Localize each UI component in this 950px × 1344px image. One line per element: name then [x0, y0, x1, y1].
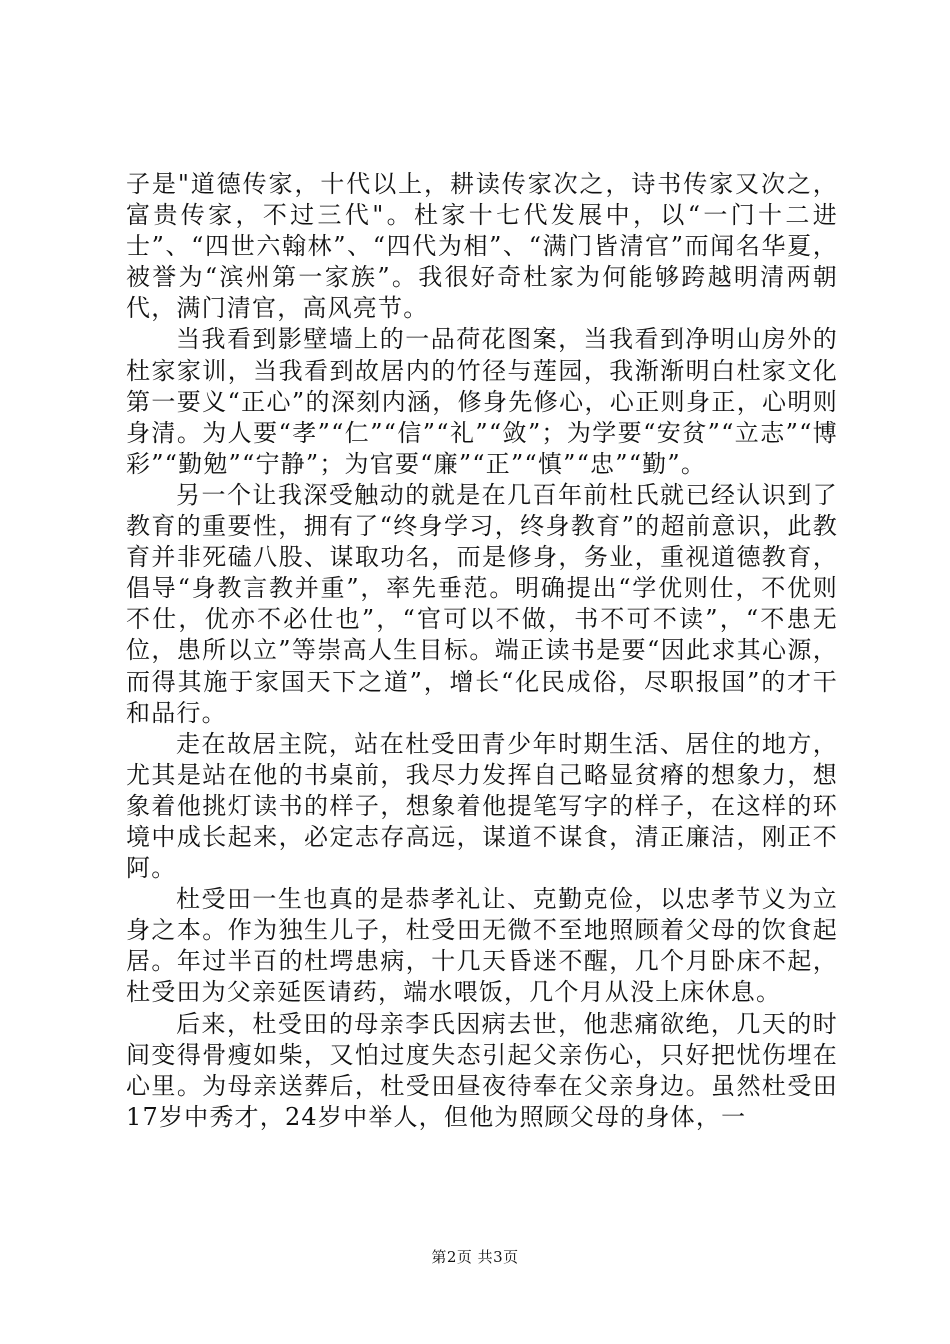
paragraph-6: 后来，杜受田的母亲李氏因病去世，他悲痛欲绝，几天的时间变得骨瘦如柴，又怕过度失态引起父亲伤心，只好把忧伤埋在心里。为母亲送葬后，杜受田昼夜待奉在父亲身边。虽然杜受田17岁中秀才，24岁中举人，但他为照顾父母的身体，一 — [126, 1009, 838, 1131]
paragraph-3: 另一个让我深受触动的就是在几百年前杜氏就已经认识到了教育的重要性，拥有了“终身学习，终身教育”的超前意识，此教育并非死磕八股、谋取功名，而是修身，务业，重视道德教育，倡导“身教言教并重”，率先垂范。明确提出“学优则仕，不优则不仕，优亦不必仕也”，“官可以不做，书不可不读”，“不患无位，患所以立”等崇高人生目标。端正读书是要“因此求其心源，而得其施于家国天下之道”，增长“化民成俗，尽职报国”的才干和品行。 — [126, 480, 838, 727]
page-number-footer: 第2页 共3页 — [431, 1248, 519, 1266]
paragraph-1: 子是"道德传家，十代以上，耕读传家次之，诗书传家又次之，富贵传家，不过三代"。杜家十七代发展中，以“一门十二进士”、“四世六翰林”、“四代为相”、“满门皆清官”而闻名华夏，被誉为“滨州第一家族”。我很好奇杜家为何能够跨越明清两朝代，满门清官，高风亮节。 — [126, 170, 838, 323]
paragraph-5: 杜受田一生也真的是恭孝礼让、克勤克俭，以忠孝节义为立身之本。作为独生儿子，杜受田无微不至地照顾着父母的饮食起居。年过半百的杜堮患病，十几天昏迷不醒，几个月卧床不起，杜受田为父亲延医请药，端水喂饭，几个月从没上床休息。 — [126, 885, 838, 1007]
document-body — [126, 169, 838, 1133]
paragraph-2: 当我看到影壁墙上的一品荷花图案，当我看到净明山房外的杜家家训，当我看到故居内的竹径与莲园，我渐渐明白杜家文化第一要义“正心”的深刻内涵，修身先修心，心正则身正，心明则身清。为人要“孝”“仁”“信”“礼”“敛”；为学要“安贫”“立志”“博彩”“勤勉”“宁静”；为官要“廉”“正”“慎”“忠”“勤”。 — [126, 325, 838, 478]
paragraph-4: 走在故居主院，站在杜受田青少年时期生活、居住的地方，尤其是站在他的书桌前，我尽力发挥自己略显贫瘠的想象力，想象着他挑灯读书的样子，想象着他提笔写字的样子，在这样的环境中成长起来，必定志存高远，谋道不谋食，清正廉洁，刚正不阿。 — [126, 729, 838, 883]
